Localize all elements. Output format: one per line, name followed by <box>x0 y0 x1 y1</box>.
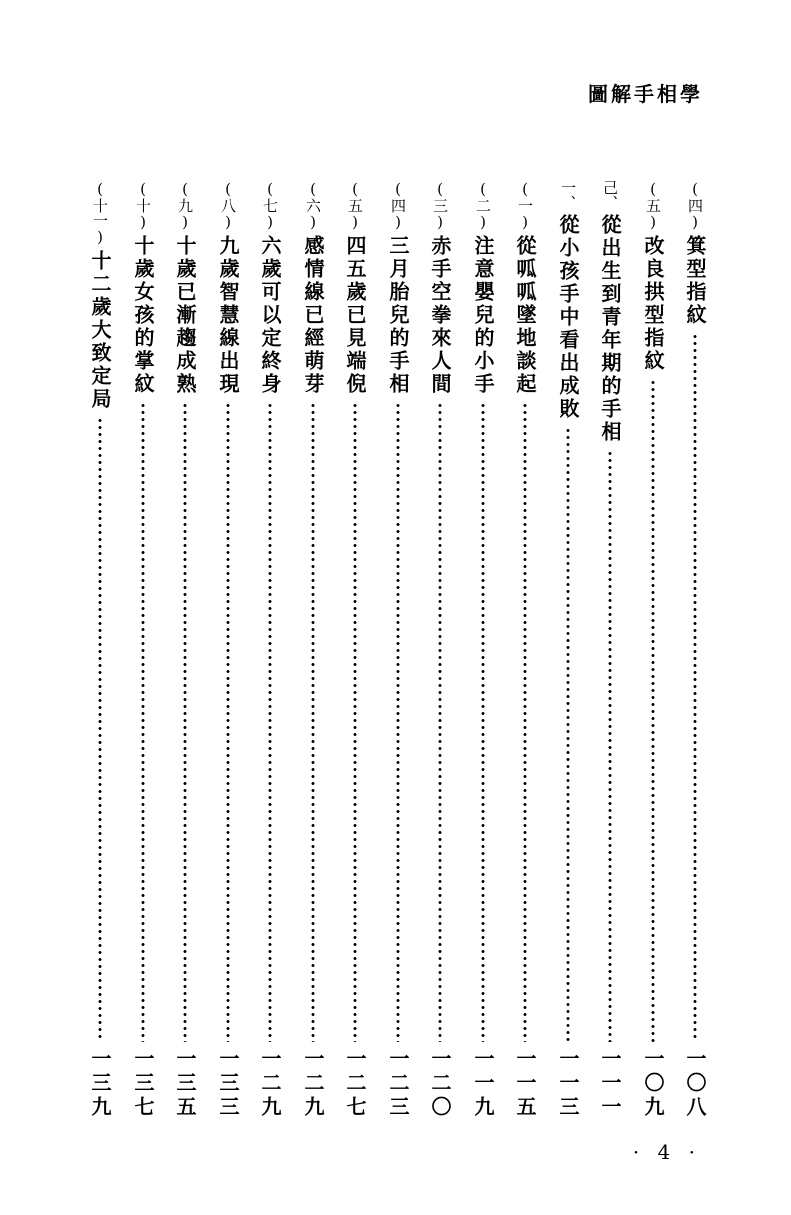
entry-title: 十二歲大致定局 <box>88 250 112 411</box>
entry-marker: (五) <box>644 180 662 231</box>
entry-title: 赤手空拳來人間 <box>428 235 452 396</box>
toc-entry[interactable] <box>299 180 327 1120</box>
dot-leader <box>639 379 667 1042</box>
toc-entry[interactable] <box>341 180 369 1120</box>
entry-page: 一一一 <box>598 1048 622 1120</box>
entry-title: 注意嬰兒的小手 <box>471 235 495 396</box>
entry-title: 九歲智慧線出現 <box>216 235 240 396</box>
toc-entry[interactable] <box>129 180 157 1120</box>
toc-entry[interactable] <box>511 180 539 1120</box>
entry-marker: (一) <box>516 180 534 231</box>
entry-marker: 一、 <box>559 180 577 210</box>
entry-title: 感情線已經萌芽 <box>301 235 325 396</box>
entry-page: 一三九 <box>88 1048 112 1120</box>
entry-page: 一一九 <box>471 1048 495 1120</box>
entry-title: 從出生到青年期的手相 <box>598 214 622 444</box>
toc-entry[interactable] <box>86 180 114 1120</box>
entry-page: 一三五 <box>173 1048 197 1120</box>
entry-page: 一〇九 <box>641 1048 665 1120</box>
entry-title: 十歲女孩的掌紋 <box>131 235 155 396</box>
entry-title: 改良拱型指紋 <box>641 235 665 373</box>
entry-marker: (五) <box>346 180 364 231</box>
dot-leader <box>426 402 454 1042</box>
entry-title: 六歲可以定終身 <box>258 235 282 396</box>
dot-leader <box>469 402 497 1042</box>
entry-page: 一二九 <box>301 1048 325 1120</box>
toc-entry[interactable] <box>426 180 454 1120</box>
entry-marker: (八) <box>219 180 237 231</box>
entry-page: 一三七 <box>131 1048 155 1120</box>
dot-leader <box>596 450 624 1042</box>
dot-leader <box>299 402 327 1042</box>
running-header: 圖解手相學 <box>588 82 703 106</box>
entry-marker: (二) <box>474 180 492 231</box>
dot-leader <box>384 402 412 1042</box>
toc-entry[interactable] <box>171 180 199 1120</box>
entry-marker: (七) <box>261 180 279 231</box>
dot-leader <box>681 333 709 1042</box>
entry-marker: (六) <box>304 180 322 231</box>
dot-leader <box>129 402 157 1042</box>
toc-entry[interactable] <box>554 180 582 1120</box>
entry-marker: (九) <box>176 180 194 231</box>
entry-page: 一二〇 <box>428 1048 452 1120</box>
entry-marker: (四) <box>389 180 407 231</box>
toc-entry[interactable] <box>639 180 667 1120</box>
entry-page: 一二七 <box>343 1048 367 1120</box>
entry-page: 一〇八 <box>683 1048 707 1120</box>
toc-entry[interactable] <box>681 180 709 1120</box>
dot-leader <box>171 402 199 1042</box>
toc-entry[interactable] <box>596 180 624 1120</box>
entry-title: 箕型指紋 <box>683 235 707 327</box>
dot-leader <box>341 402 369 1042</box>
entry-title: 從呱呱墜地談起 <box>513 235 537 396</box>
dot-leader <box>256 402 284 1042</box>
dot-leader <box>214 402 242 1042</box>
dot-leader <box>86 417 114 1042</box>
toc-entry[interactable] <box>256 180 284 1120</box>
entry-title: 十歲已漸趨成熟 <box>173 235 197 396</box>
entry-page: 一一三 <box>556 1048 580 1120</box>
entry-marker: 己、 <box>601 180 619 210</box>
toc-entry[interactable] <box>469 180 497 1120</box>
toc-entry[interactable] <box>384 180 412 1120</box>
toc-entry[interactable] <box>214 180 242 1120</box>
entry-title: 從小孩手中看出成敗 <box>556 214 580 421</box>
entry-marker: (四) <box>686 180 704 231</box>
table-of-contents <box>69 180 709 1140</box>
entry-title: 四五歲已見端倪 <box>343 235 367 396</box>
page-number: · 4 · <box>632 1140 701 1164</box>
entry-page: 一三三 <box>216 1048 240 1120</box>
entry-title: 三月胎兒的手相 <box>386 235 410 396</box>
entry-marker: (十一) <box>91 180 109 246</box>
dot-leader <box>511 402 539 1042</box>
entry-marker: (十) <box>134 180 152 231</box>
entry-page: 一二三 <box>386 1048 410 1120</box>
entry-marker: (三) <box>431 180 449 231</box>
entry-page: 一二九 <box>258 1048 282 1120</box>
dot-leader <box>554 427 582 1042</box>
entry-page: 一一五 <box>513 1048 537 1120</box>
